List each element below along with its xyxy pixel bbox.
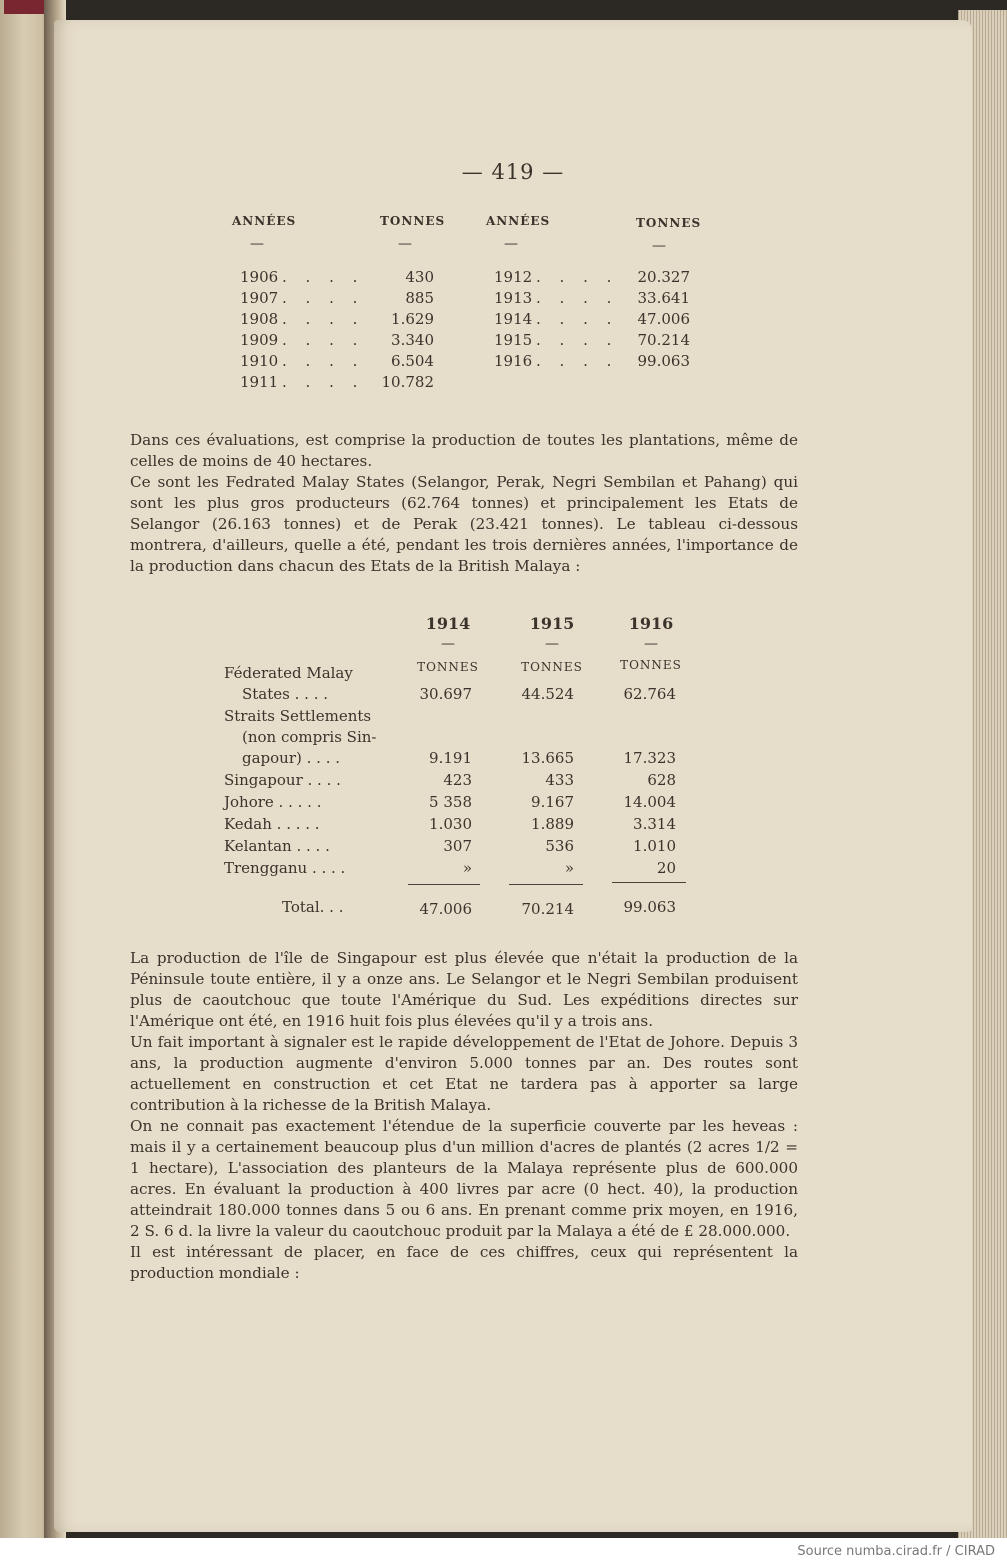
col-header-annees-2: ANNÉES xyxy=(486,214,551,228)
total-label: Total. . . xyxy=(282,898,344,916)
state-value: » xyxy=(462,859,472,877)
table-tonnes: 33.641 xyxy=(637,289,690,307)
total-value: 70.214 xyxy=(521,900,574,918)
table-tonnes: 99.063 xyxy=(637,352,690,370)
paragraph: Il est intéressant de placer, en face de ces chiffres, ceux qui représentent la production mondiale : xyxy=(130,1243,798,1282)
table-year: 1914 xyxy=(494,310,533,328)
paragraph: Ce sont les Fedrated Malay States (Selangor, Perak, Negri Sembilan et Pahang) qui sont les plus gros producteurs (62.764 tonnes) et principalement les Etats de Selangor (26.163 tonnes) et de Perak (23.421 tonnes). Le tableau ci-dessous montrera, d'ailleurs, quelle a été, pendant les trois dernières années, l'importance de la production dans chacun des Etats de la British Malaya : xyxy=(130,473,798,575)
state-value: 423 xyxy=(443,771,472,789)
leader-dots: . . . . xyxy=(282,310,365,328)
leader-dots: . . . . xyxy=(536,352,619,370)
leader-dots: . . . . xyxy=(536,268,619,286)
table-year: 1906 xyxy=(240,268,279,286)
table-tonnes: 1.629 xyxy=(391,310,434,328)
state-value: 14.004 xyxy=(623,793,676,811)
leader-dots: . . . . xyxy=(282,268,365,286)
state-value: 5 358 xyxy=(429,793,472,811)
state-value: 536 xyxy=(545,837,574,855)
state-label: Trengganu . . . . xyxy=(224,859,346,877)
table-year: 1908 xyxy=(240,310,279,328)
unit-header: TONNES xyxy=(620,658,682,672)
state-label: Féderated Malay xyxy=(224,664,353,682)
state-value: 1.010 xyxy=(633,837,676,855)
header-dash: — xyxy=(652,238,666,254)
state-label: States . . . . xyxy=(242,685,328,703)
table-tonnes: 70.214 xyxy=(637,331,690,349)
table-tonnes: 430 xyxy=(405,268,434,286)
page-number: — 419 — xyxy=(461,160,565,184)
header-dash: — xyxy=(398,236,412,252)
leader-dots: . . . . xyxy=(282,352,365,370)
state-label: gapour) . . . . xyxy=(242,749,341,767)
state-value: 20 xyxy=(656,859,676,877)
table-year: 1913 xyxy=(494,289,533,307)
state-value: 17.323 xyxy=(623,749,676,767)
header-dash: — xyxy=(644,636,658,652)
state-value: 44.524 xyxy=(521,685,574,703)
table-year: 1916 xyxy=(494,352,533,370)
total-value: 47.006 xyxy=(419,900,472,918)
unit-header: TONNES xyxy=(417,660,479,674)
state-value: 3.314 xyxy=(633,815,676,833)
paragraph: Dans ces évaluations, est comprise la production de toutes les plantations, même de celles de moins de 40 hectares. xyxy=(130,431,798,470)
state-label: Singapour . . . . xyxy=(224,771,341,789)
leader-dots: . . . . xyxy=(282,289,365,307)
header-dash: — xyxy=(441,636,455,652)
header-dash: — xyxy=(504,236,518,252)
state-value: 1.030 xyxy=(429,815,472,833)
paragraph-block-2 xyxy=(130,948,798,1284)
leader-dots: . . . . xyxy=(536,289,619,307)
col-header-tonnes-2: TONNES xyxy=(636,216,702,230)
header-dash: — xyxy=(545,636,559,652)
state-value: 9.167 xyxy=(531,793,574,811)
total-rule xyxy=(509,884,583,885)
state-value: » xyxy=(564,859,574,877)
header-dash: — xyxy=(250,236,264,252)
total-rule xyxy=(408,884,480,885)
paragraph-block-1 xyxy=(130,430,798,577)
source-bar xyxy=(0,1538,1007,1566)
book-page xyxy=(54,20,972,1532)
col-header-annees-1: ANNÉES xyxy=(232,214,297,228)
table-year: 1911 xyxy=(240,373,279,391)
paragraph: La production de l'île de Singapour est plus élevée que n'était la production de la Péninsule toute entière, il y a onze ans. Le Selangor et le Negri Sembilan produisent plus de caoutchouc que toute l'Amérique du Sud. Les expéditions directes sur l'Amérique ont été, en 1916 huit fois plus élevées qu'il y a trois ans. xyxy=(130,949,798,1030)
table-year: 1915 xyxy=(494,331,533,349)
year-header: 1914 xyxy=(425,614,471,633)
leader-dots: . . . . xyxy=(282,373,365,391)
state-value: 433 xyxy=(545,771,574,789)
table-tonnes: 3.340 xyxy=(391,331,434,349)
table-tonnes: 885 xyxy=(405,289,434,307)
year-header: 1916 xyxy=(628,614,674,633)
table-tonnes: 47.006 xyxy=(637,310,690,328)
paragraph: Un fait important à signaler est le rapide développement de l'Etat de Johore. Depuis 3 ans, la production augmente d'environ 5.000 tonnes par an. Des routes sont actuellement en construction et cet Etat ne tardera pas à apporter sa large contribution à la richesse de la British Malaya. xyxy=(130,1033,798,1114)
state-label: Straits Settlements xyxy=(224,707,372,725)
state-label: Kelantan . . . . xyxy=(224,837,330,855)
table-tonnes: 6.504 xyxy=(391,352,434,370)
table-tonnes: 10.782 xyxy=(381,373,434,391)
state-value: 1.889 xyxy=(531,815,574,833)
state-value: 307 xyxy=(443,837,472,855)
col-header-tonnes-1: TONNES xyxy=(380,214,446,228)
state-label: (non compris Sin- xyxy=(242,728,377,746)
leader-dots: . . . . xyxy=(536,310,619,328)
table-year: 1910 xyxy=(240,352,279,370)
state-value: 9.191 xyxy=(429,749,472,767)
total-rule xyxy=(612,882,686,883)
unit-header: TONNES xyxy=(521,660,583,674)
leader-dots: . . . . xyxy=(282,331,365,349)
paragraph: On ne connait pas exactement l'étendue de la superficie couverte par les heveas : mais il y a certainement beaucoup plus d'un million d'acres de plantés (2 acres 1/2 = 1 hectare), L'association des planteurs de la Malaya représente plus de 600.000 acres. En évaluant la production à 400 livres par acre (0 hect. 40), la production atteindrait 180.000 tonnes dans 5 ou 6 ans. En prenant comme prix moyen, en 1916, 2 S. 6 d. la livre la valeur du caoutchouc produit par la Malaya a été de £ 28.000.000. xyxy=(130,1117,798,1240)
leader-dots: . . . . xyxy=(536,331,619,349)
state-value: 13.665 xyxy=(521,749,574,767)
source-credit: Source numba.cirad.fr / CIRAD xyxy=(797,1544,995,1559)
table-year: 1912 xyxy=(494,268,533,286)
table-year: 1909 xyxy=(240,331,279,349)
state-label: Kedah . . . . . xyxy=(224,815,320,833)
bookmark-ribbon xyxy=(4,0,48,14)
table-year: 1907 xyxy=(240,289,279,307)
year-header: 1915 xyxy=(529,614,575,633)
state-value: 62.764 xyxy=(623,685,676,703)
state-value: 30.697 xyxy=(419,685,472,703)
table-tonnes: 20.327 xyxy=(637,268,690,286)
state-label: Johore . . . . . xyxy=(224,793,322,811)
total-value: 99.063 xyxy=(623,898,676,916)
state-value: 628 xyxy=(647,771,676,789)
